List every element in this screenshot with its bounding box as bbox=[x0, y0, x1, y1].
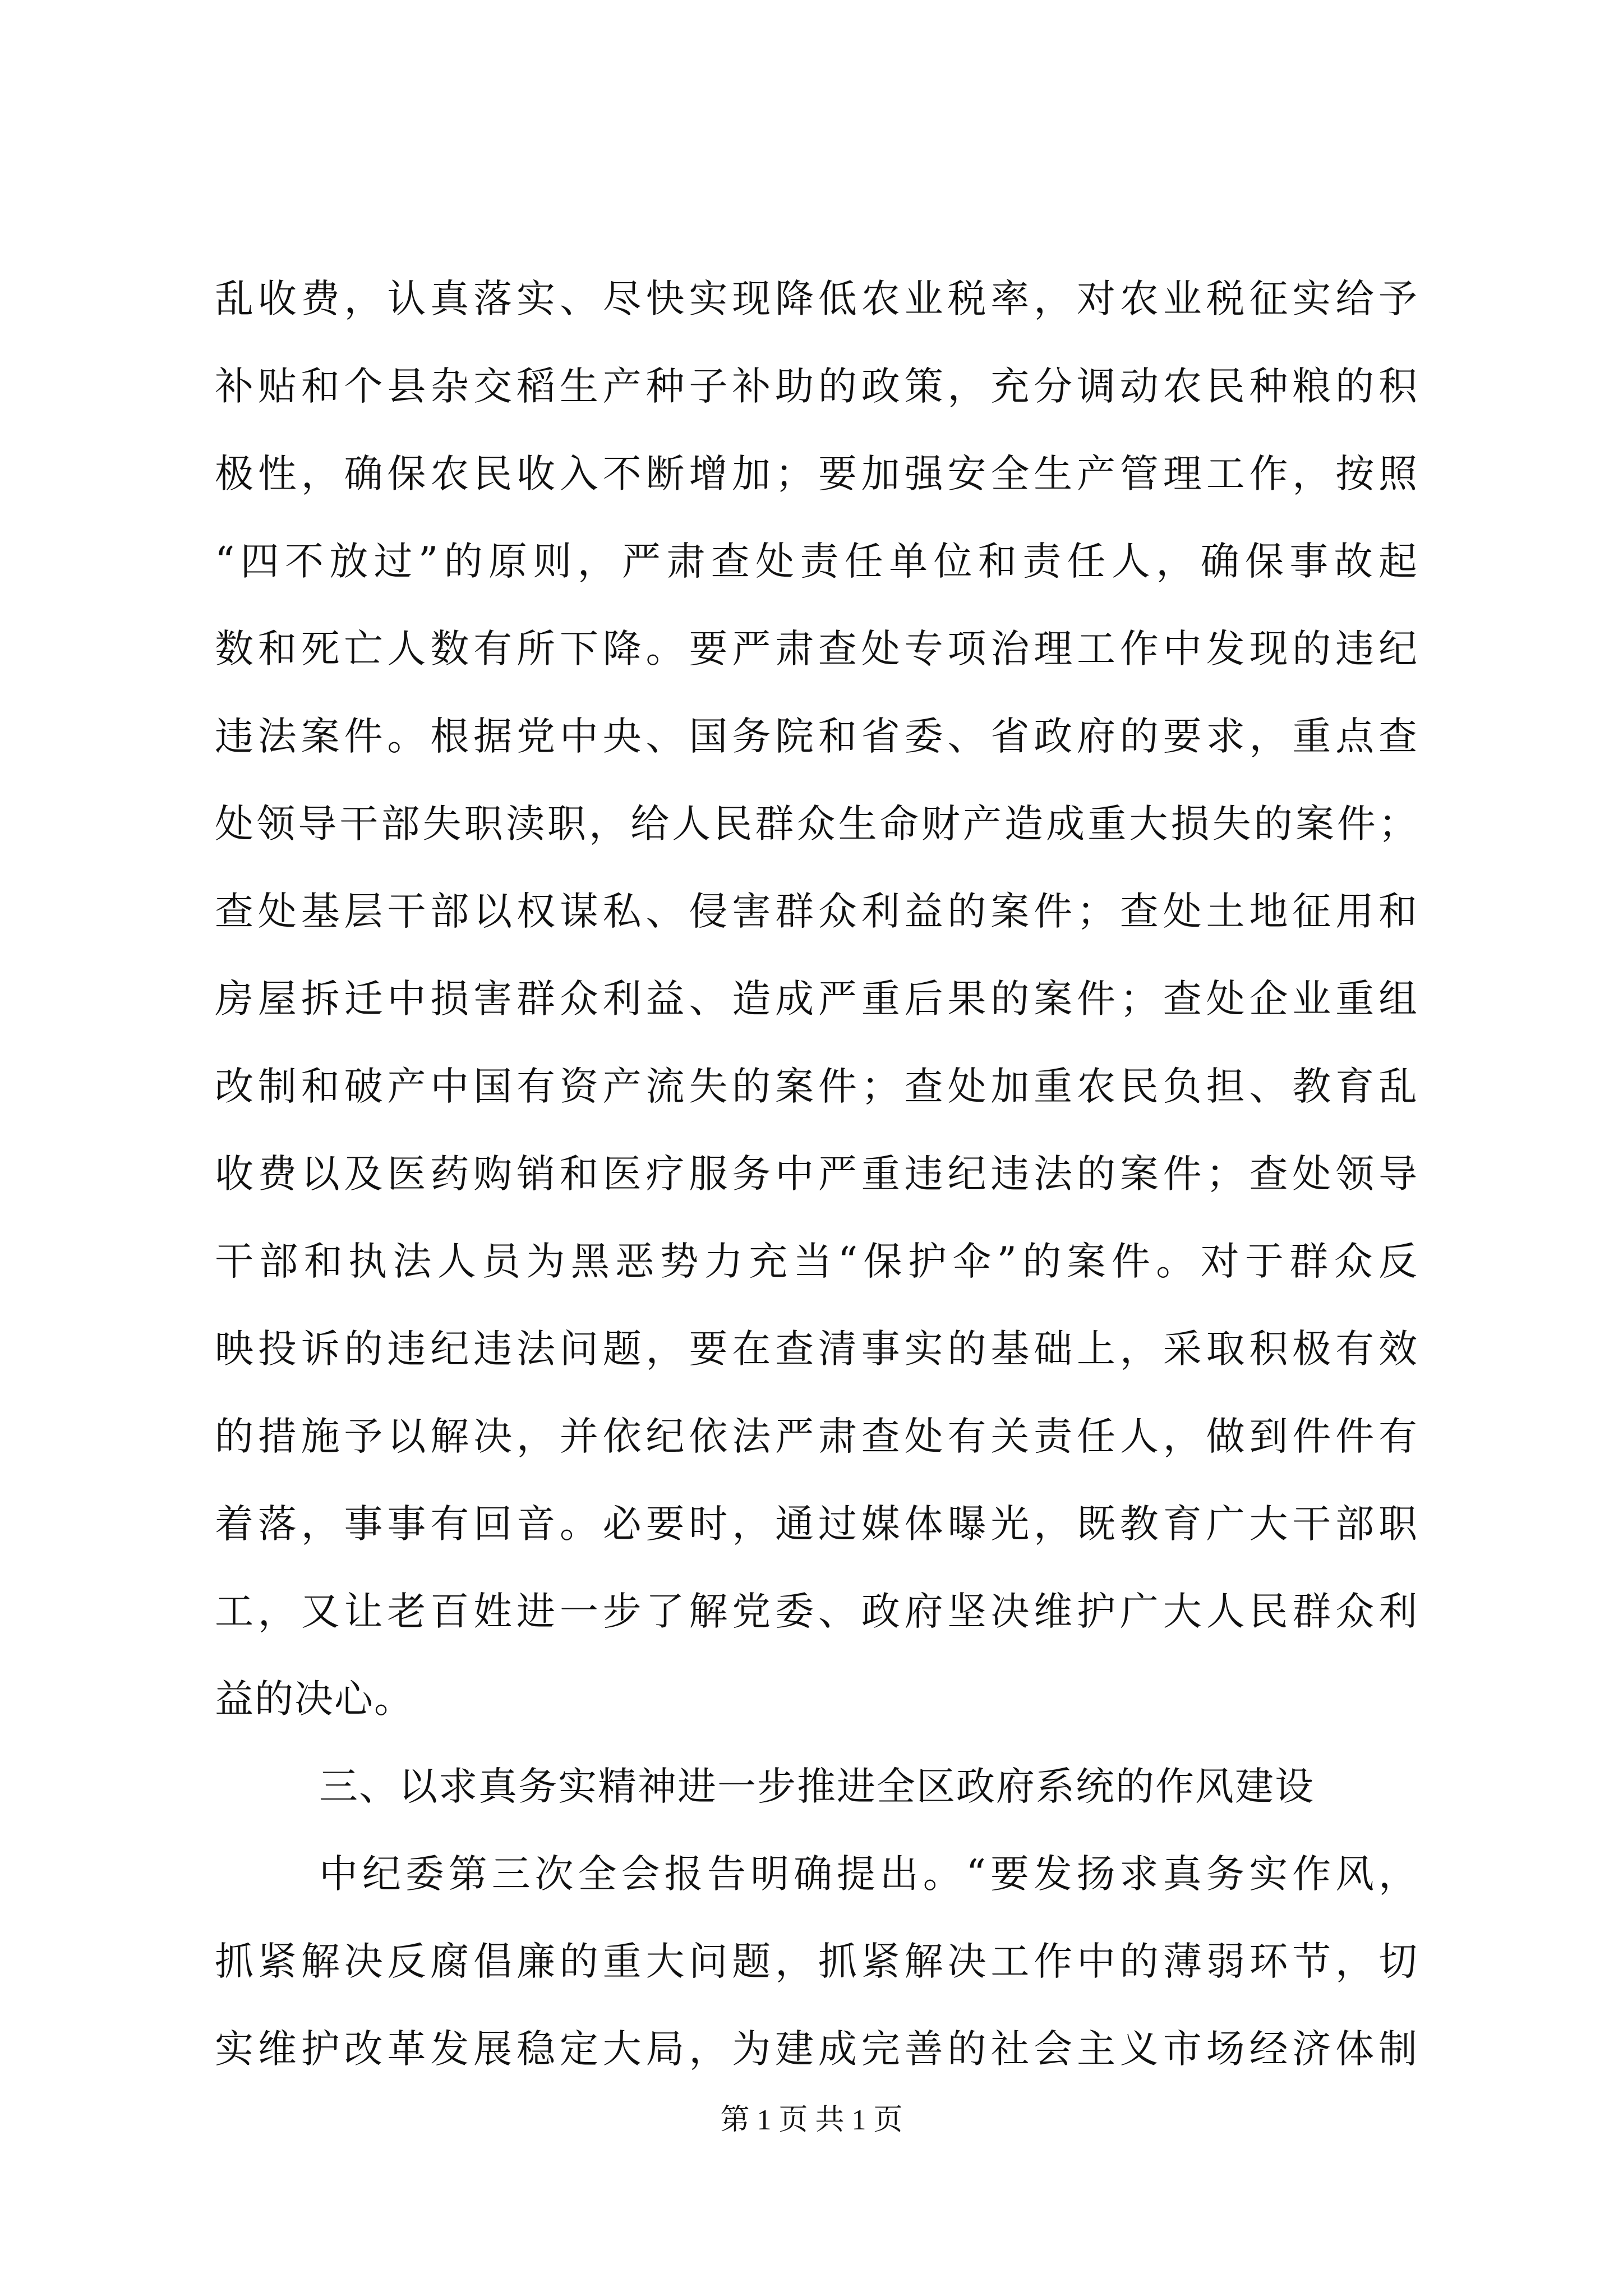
text-line: 房屋拆迁中损害群众利益、造成严重后果的案件；查处企业重组 bbox=[215, 977, 1418, 1022]
page-footer: 第 1 页 共 1 页 bbox=[720, 2104, 903, 2136]
text-line: 干部和执法人员为黑恶势力充当“保护伞”的案件。对于群众反 bbox=[215, 1239, 1418, 1284]
text-line: 抓紧解决反腐倡廉的重大问题，抓紧解决工作中的薄弱环节，切 bbox=[215, 1939, 1418, 1984]
text-line: 益的决心。 bbox=[215, 1677, 414, 1722]
text-line: 处领导干部失职渎职，给人民群众生命财产造成重大损失的案件； bbox=[215, 802, 1418, 846]
text-line: 实维护改革发展稳定大局，为建成完善的社会主义市场经济体制 bbox=[215, 2027, 1418, 2072]
section-heading: 三、以求真务实精神进一步推进全区政府系统的作风建设 bbox=[319, 1764, 1315, 1809]
text-line: “四不放过”的原则，严肃查处责任单位和责任人，确保事故起 bbox=[215, 539, 1418, 584]
text-line: 极性，确保农民收入不断增加；要加强安全生产管理工作，按照 bbox=[215, 452, 1418, 496]
text-line: 补贴和个县杂交稻生产种子补助的政策，充分调动农民种粮的积 bbox=[215, 364, 1418, 409]
text-line: 工，又让老百姓进一步了解党委、政府坚决维护广大人民群众利 bbox=[215, 1589, 1418, 1634]
document-body bbox=[215, 255, 1418, 2093]
text-line: 查处基层干部以权谋私、侵害群众利益的案件；查处土地征用和 bbox=[215, 889, 1418, 934]
text-line: 收费以及医药购销和医疗服务中严重违纪违法的案件；查处领导 bbox=[215, 1152, 1418, 1197]
text-line: 乱收费，认真落实、尽快实现降低农业税率，对农业税征实给予 bbox=[215, 277, 1418, 321]
text-line: 映投诉的违纪违法问题，要在查清事实的基础上，采取积极有效 bbox=[215, 1327, 1418, 1372]
text-line: 数和死亡人数有所下降。要严肃查处专项治理工作中发现的违纪 bbox=[215, 627, 1418, 671]
text-line: 中纪委第三次全会报告明确提出。“要发扬求真务实作风， bbox=[319, 1852, 1418, 1897]
text-line: 改制和破产中国有资产流失的案件；查处加重农民负担、教育乱 bbox=[215, 1064, 1418, 1109]
text-line: 的措施予以解决，并依纪依法严肃查处有关责任人，做到件件有 bbox=[215, 1414, 1418, 1459]
text-line: 违法案件。根据党中央、国务院和省委、省政府的要求，重点查 bbox=[215, 714, 1418, 759]
text-line: 着落，事事有回音。必要时，通过媒体曝光，既教育广大干部职 bbox=[215, 1502, 1418, 1547]
